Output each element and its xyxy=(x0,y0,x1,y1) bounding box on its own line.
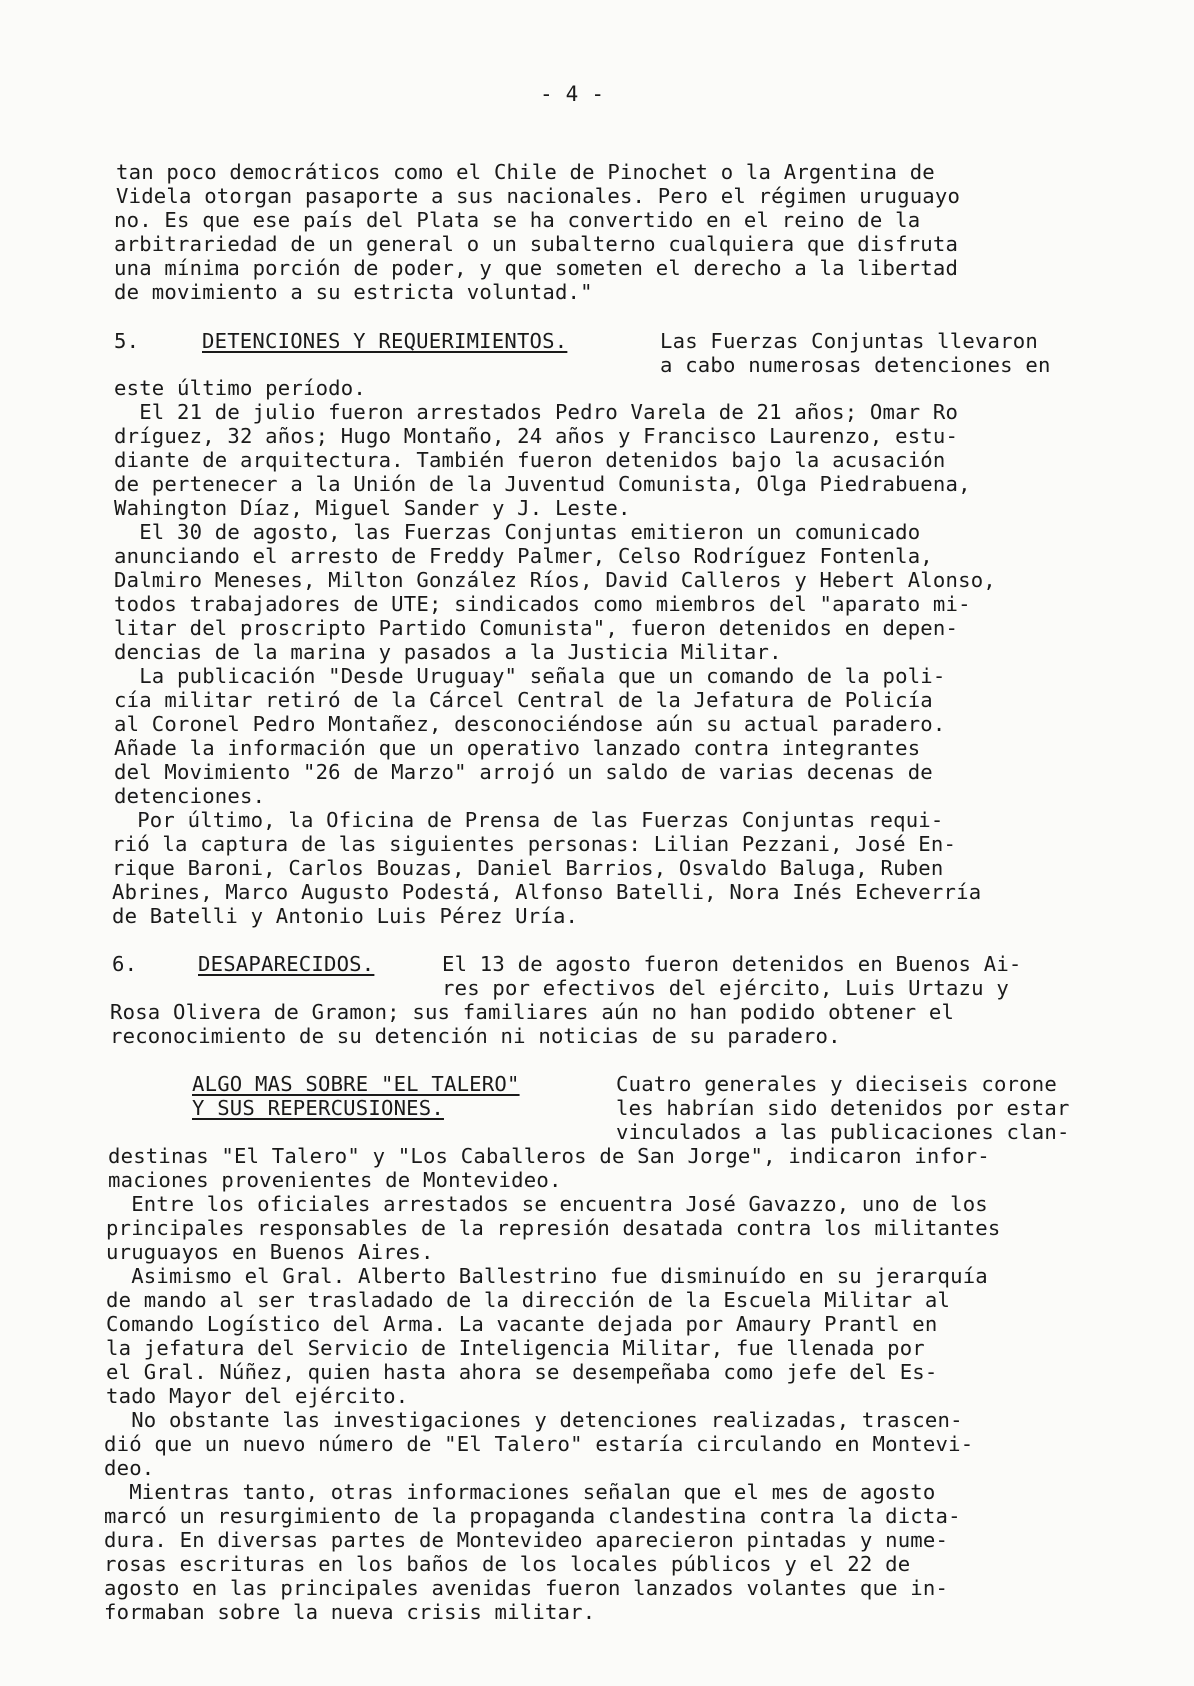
text-line: la jefatura del Servicio de Inteligencia Militar, fue llenada por xyxy=(106,1336,925,1360)
text-line: cía militar retiró de la Cárcel Central de la Jefatura de Policía xyxy=(114,688,933,712)
text-line: Dalmiro Meneses, Milton González Ríos, David Calleros y Hebert Alonso, xyxy=(114,568,996,592)
text-line: Videla otorgan pasaporte a sus nacionales. Pero el régimen uruguayo xyxy=(116,184,961,208)
text-line: dríguez, 32 años; Hugo Montaño, 24 años y Francisco Laurenzo, estu- xyxy=(114,424,959,448)
text-line: formaban sobre la nueva crisis militar. xyxy=(104,1600,596,1624)
text-line: Abrines, Marco Augusto Podestá, Alfonso Batelli, Nora Inés Echeverría xyxy=(112,880,982,904)
text-line: no. Es que ese país del Plata se ha convertido en el reino de la xyxy=(114,208,921,232)
section-heading: Y SUS REPERCUSIONES. xyxy=(192,1096,444,1120)
text-line: anunciando el arresto de Freddy Palmer, Celso Rodríguez Fontenla, xyxy=(114,544,933,568)
text-line: La publicación "Desde Uruguay" señala que un comando de la poli- xyxy=(114,664,946,688)
text-line: diante de arquitectura. También fueron detenidos bajo la acusación xyxy=(114,448,946,472)
text-line: uruguayos en Buenos Aires. xyxy=(106,1240,434,1264)
text-line: Rosa Olivera de Gramon; sus familiares aún no han podido obtener el xyxy=(110,1000,955,1024)
text-line: dura. En diversas partes de Montevideo aparecieron pintadas y nume- xyxy=(104,1528,949,1552)
text-line: de Batelli y Antonio Luis Pérez Uría. xyxy=(112,904,579,928)
text-line: tado Mayor del ejército. xyxy=(106,1384,409,1408)
text-line: detenciones. xyxy=(114,784,266,808)
text-line: del Movimiento "26 de Marzo" arrojó un saldo de varias decenas de xyxy=(114,760,933,784)
text-line: Las Fuerzas Conjuntas llevaron xyxy=(660,329,1038,353)
text-line: una mínima porción de poder, y que someten el derecho a la libertad xyxy=(114,256,959,280)
text-line: al Coronel Pedro Montañez, desconociéndose aún su actual paradero. xyxy=(114,712,946,736)
section-number: 6. xyxy=(112,952,138,976)
text-line: maciones provenientes de Montevideo. xyxy=(108,1168,562,1192)
text-line: a cabo numerosas detenciones en xyxy=(660,353,1051,377)
text-line: reconocimiento de su detención ni noticias de su paradero. xyxy=(110,1024,841,1048)
text-line: de pertenecer a la Unión de la Juventud Comunista, Olga Piedrabuena, xyxy=(114,472,971,496)
text-line: vinculados a las publicaciones clan- xyxy=(616,1120,1070,1144)
text-line: Mientras tanto, otras informaciones señalan que el mes de agosto xyxy=(104,1480,936,1504)
page-number: - 4 - xyxy=(540,82,605,106)
text-line: El 30 de agosto, las Fuerzas Conjuntas emitieron un comunicado xyxy=(114,520,921,544)
text-line: Añade la información que un operativo lanzado contra integrantes xyxy=(114,736,921,760)
section-number: 5. xyxy=(114,329,140,353)
text-line: El 21 de julio fueron arrestados Pedro Varela de 21 años; Omar Ro xyxy=(114,400,959,424)
section-heading: DESAPARECIDOS. xyxy=(198,952,375,976)
text-line: No obstante las investigaciones y detenciones realizadas, trascen- xyxy=(106,1408,963,1432)
text-line: Asimismo el Gral. Alberto Ballestrino fue disminuído en su jerarquía xyxy=(106,1264,988,1288)
text-line: arbitrariedad de un general o un subalterno cualquiera que disfruta xyxy=(114,232,959,256)
text-line: Entre los oficiales arrestados se encuentra José Gavazzo, uno de los xyxy=(106,1192,988,1216)
text-line: El 13 de agosto fueron detenidos en Buenos Ai- xyxy=(442,952,1022,976)
text-line: de mando al ser trasladado de la dirección de la Escuela Militar al xyxy=(106,1288,951,1312)
text-line: Wahington Díaz, Miguel Sander y J. Leste. xyxy=(114,496,631,520)
text-line: tan poco democráticos como el Chile de Pinochet o la Argentina de xyxy=(116,160,935,184)
text-line: este último período. xyxy=(114,376,366,400)
text-line: agosto en las principales avenidas fueron lanzados volantes que in- xyxy=(104,1576,949,1600)
text-line: les habrían sido detenidos por estar xyxy=(616,1096,1070,1120)
text-line: Por último, la Oficina de Prensa de las Fuerzas Conjuntas requi- xyxy=(112,808,944,832)
text-line: dió que un nuevo número de "El Talero" estaría circulando en Montevi- xyxy=(104,1432,974,1456)
section-heading: ALGO MAS SOBRE "EL TALERO" xyxy=(192,1072,520,1096)
text-line: principales responsables de la represión desatada contra los militantes xyxy=(106,1216,1001,1240)
text-line: destinas "El Talero" y "Los Caballeros de San Jorge", indicaron infor- xyxy=(108,1144,990,1168)
text-line: Comando Logístico del Arma. La vacante dejada por Amaury Prantl en xyxy=(106,1312,938,1336)
text-line: dencias de la marina y pasados a la Justicia Militar. xyxy=(114,640,782,664)
text-line: todos trabajadores de UTE; sindicados como miembros del "aparato mi- xyxy=(114,592,971,616)
text-line: Cuatro generales y dieciseis corone xyxy=(616,1072,1057,1096)
text-line: rosas escrituras en los baños de los locales públicos y el 22 de xyxy=(104,1552,911,1576)
text-line: deo. xyxy=(104,1456,155,1480)
text-line: res por efectivos del ejército, Luis Urtazu y xyxy=(442,976,1009,1000)
text-line: rique Baroni, Carlos Bouzas, Daniel Barrios, Osvaldo Baluga, Ruben xyxy=(112,856,944,880)
text-line: el Gral. Núñez, quien hasta ahora se desempeñaba como jefe del Es- xyxy=(106,1360,938,1384)
text-line: marcó un resurgimiento de la propaganda clandestina contra la dicta- xyxy=(104,1504,961,1528)
text-line: litar del proscripto Partido Comunista", fueron detenidos en depen- xyxy=(114,616,959,640)
text-line: rió la captura de las siguientes personas: Lilian Pezzani, José En- xyxy=(112,832,957,856)
section-heading: DETENCIONES Y REQUERIMIENTOS. xyxy=(202,329,568,353)
text-line: de movimiento a su estricta voluntad." xyxy=(114,280,593,304)
